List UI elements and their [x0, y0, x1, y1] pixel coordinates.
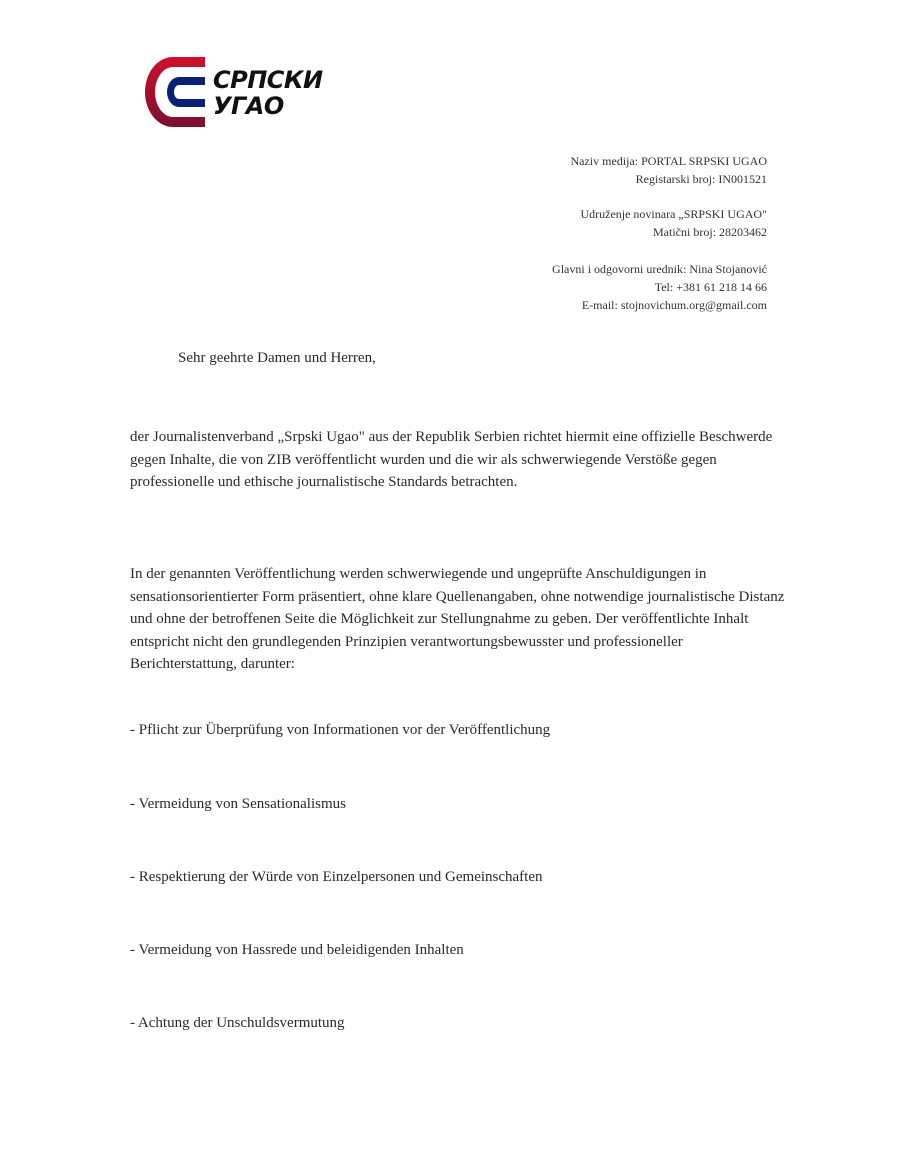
principle-item: - Pflicht zur Überprüfung von Informationen vor der Veröffentlichung — [130, 722, 551, 738]
registry-number: Registarski broj: IN001521 — [635, 172, 767, 186]
principle-item: - Vermeidung von Hassrede und beleidigenden Inhalten — [130, 942, 464, 958]
logo-text-line2: УГАО — [213, 92, 284, 120]
principle-item: - Respektierung der Würde von Einzelpersonen und Gemeinschaften — [130, 869, 543, 885]
phone-number: Tel: +381 61 218 14 66 — [654, 280, 767, 294]
logo-mark-icon — [143, 55, 207, 129]
association-info — [580, 205, 767, 241]
salutation: Sehr geehrte Damen und Herren, — [178, 350, 376, 366]
editor-name: Glavni i odgovorni urednik: Nina Stojanović — [552, 262, 767, 276]
association-name: Udruženje novinara „SRPSKI UGAO" — [580, 207, 767, 221]
contact-info — [552, 260, 767, 314]
principle-item: - Vermeidung von Sensationalismus — [130, 796, 346, 812]
principle-item: - Achtung der Unschuldsvermutung — [130, 1015, 345, 1031]
srpski-ugao-logo — [143, 55, 343, 130]
paragraph-intro: der Journalistenverband „Srpski Ugao" aus der Republik Serbien richtet hiermit eine offizielle Beschwerde gegen Inhalte, die von ZIB veröffentlicht wurden und die wir als schwerwiegende Verstöße gegen professionelle und ethische journalistische Standards betrachten. — [130, 429, 773, 490]
company-number: Matični broj: 28203462 — [653, 225, 767, 239]
media-name: Naziv medija: PORTAL SRPSKI UGAO — [570, 154, 767, 168]
paragraph-complaint: In der genannten Veröffentlichung werden schwerwiegende und ungeprüfte Anschuldigungen in sensationsorientierter Form präsentiert, ohne klare Quellenangaben, ohne notwendige journalistische Distanz und ohne der betroffenen Seite die Möglichkeit zur Stellungnahme zu geben. Der veröffentlichte Inhalt entspricht nicht den grundlegenden Prinzipien verantwortungsbewusster und professioneller Berichterstattung, darunter: — [130, 566, 785, 672]
email-address: E-mail: stojnovichum.org@gmail.com — [581, 298, 767, 312]
media-info — [570, 152, 767, 188]
logo-text-line1: СРПСКИ — [213, 66, 323, 94]
